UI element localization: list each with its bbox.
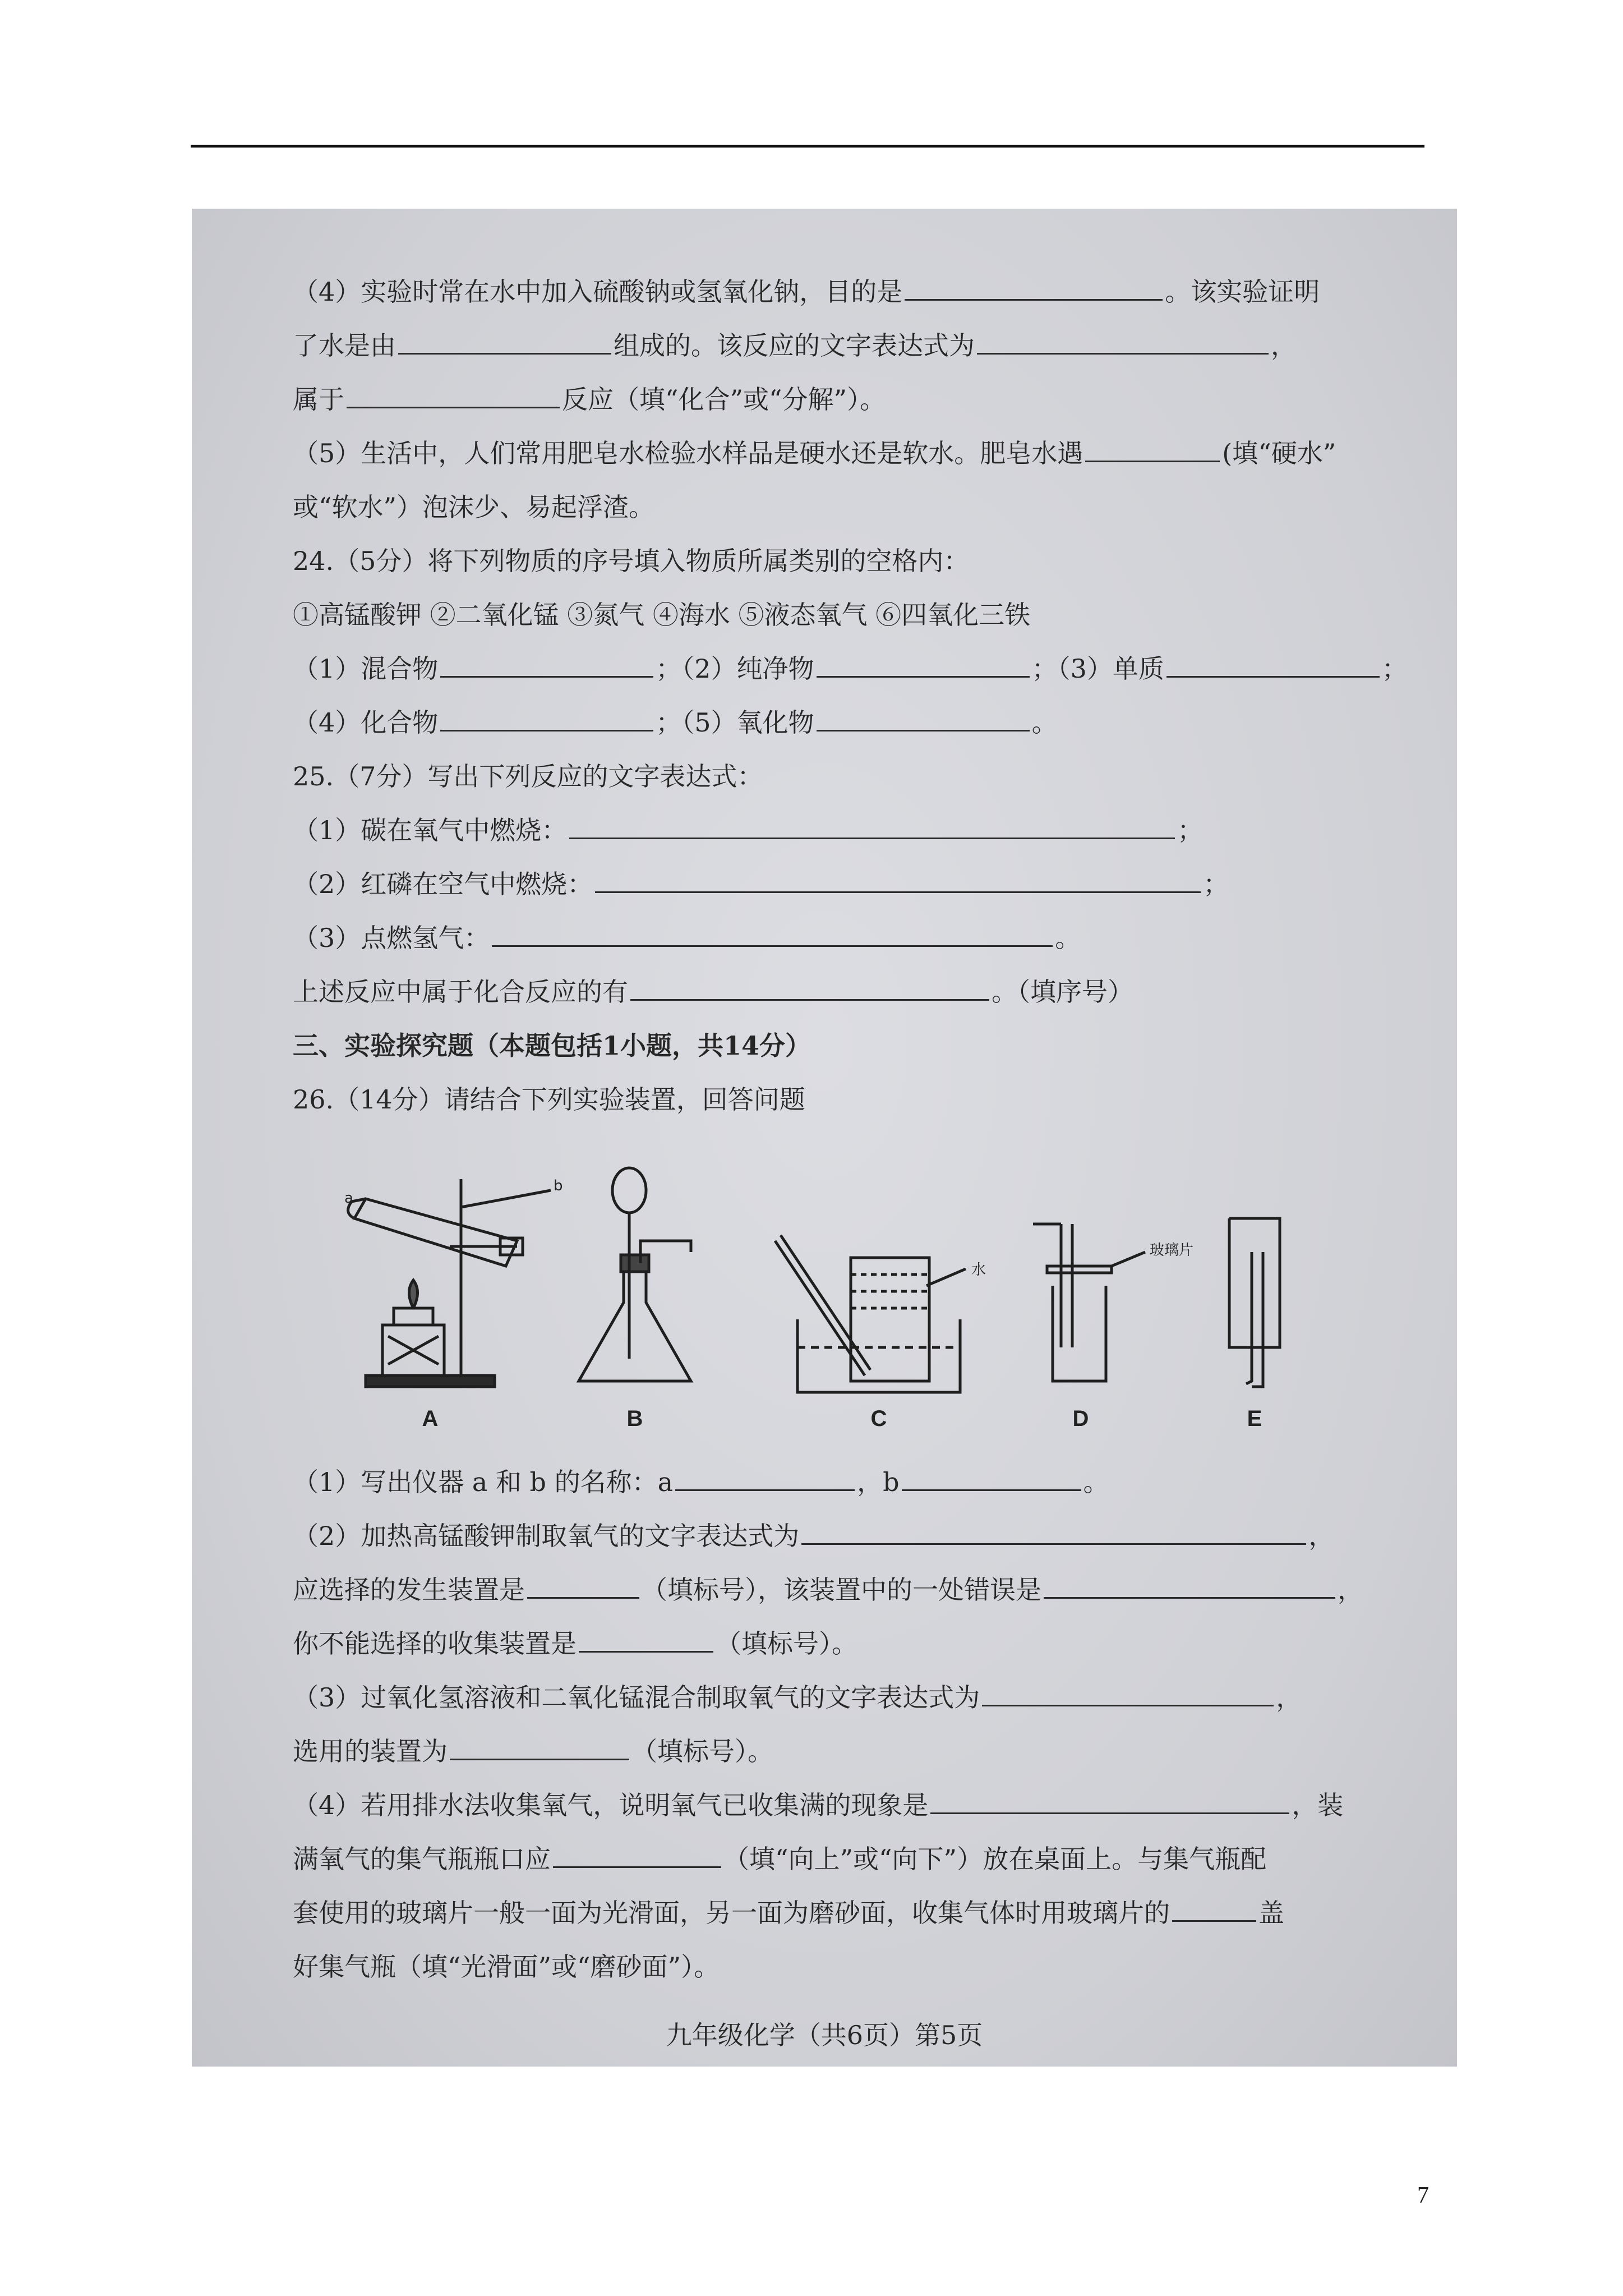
q26-part-3-line-2 — [293, 1734, 773, 1768]
answer-blank[interactable] — [1085, 438, 1220, 462]
q23-text: 或“软水”）泡沫少、易起浮渣。 — [293, 492, 655, 522]
q26-part-4-line-4 — [293, 1950, 720, 1984]
answer-blank[interactable] — [398, 330, 611, 355]
label-water: 水 — [971, 1262, 986, 1278]
answer-blank[interactable] — [982, 1682, 1274, 1706]
page-number: 7 — [1417, 2183, 1429, 2208]
apparatus-diagram — [332, 1157, 1341, 1443]
q24-text: ；（5）氧化物 — [656, 707, 814, 738]
q26-text: ， — [1308, 1521, 1335, 1551]
answer-blank[interactable] — [553, 1844, 721, 1868]
apparatus-label-c: C — [870, 1406, 887, 1431]
answer-blank[interactable] — [440, 654, 653, 678]
q23-line-2 — [293, 329, 1297, 362]
q24-title: 24.（5分）将下列物质的序号填入物质所属类别的空格内： — [293, 546, 970, 576]
q26-text: 盖 — [1258, 1898, 1284, 1928]
q25-title: 25.（7分）写出下列反应的文字表达式： — [293, 761, 763, 792]
q25-text: （1）碳在氧气中燃烧： — [293, 815, 568, 845]
q26-text: （1）写出仪器 a 和 b 的名称：a — [293, 1467, 674, 1497]
answer-blank[interactable] — [675, 1467, 855, 1491]
answer-blank[interactable] — [347, 384, 560, 408]
q26-part-2-line-1 — [293, 1519, 1334, 1553]
q25-text: 。（填序号） — [992, 977, 1133, 1007]
q23-text: 反应（填“化合”或“分解”）。 — [562, 384, 886, 415]
q24-line-1 — [293, 652, 1408, 685]
q26-part-2-line-2 — [293, 1573, 1363, 1607]
q26-text: ， — [1276, 1682, 1302, 1713]
q26-part-2-line-3 — [293, 1627, 857, 1660]
q26-text: ，装 — [1292, 1790, 1344, 1820]
answer-blank[interactable] — [1166, 654, 1380, 678]
q26-title: 26.（14分）请结合下列实验装置，回答问题 — [293, 1084, 805, 1115]
q23-text: 了水是由 — [293, 330, 396, 361]
q24-text: ； — [1381, 654, 1408, 684]
answer-blank[interactable] — [579, 1628, 713, 1653]
q26-text: 你不能选择的收集装置是 — [293, 1628, 577, 1659]
apparatus-label-a: A — [422, 1406, 439, 1431]
q25-line-1 — [293, 813, 1203, 847]
answer-blank[interactable] — [569, 815, 1175, 839]
q24-text: （1）混合物 — [293, 654, 439, 684]
q26-part-4-line-1 — [293, 1788, 1343, 1822]
q24-text: ；（2）纯净物 — [656, 654, 814, 684]
answer-blank[interactable] — [440, 707, 653, 731]
q26-text: （填“向上”或“向下”）放在桌面上。与集气瓶配 — [723, 1844, 1267, 1874]
answer-blank[interactable] — [902, 1467, 1081, 1491]
q24-text: （4）化合物 — [293, 707, 439, 738]
q23-text: （4）实验时常在水中加入硫酸钠或氢氧化钠，目的是 — [293, 277, 903, 307]
q26-part-3-line-1 — [293, 1681, 1302, 1714]
answer-blank[interactable] — [977, 330, 1269, 355]
q26-text: ， — [1338, 1575, 1363, 1605]
q26-text: （3）过氧化氢溶液和二氧化锰混合制取氧气的文字表达式为 — [293, 1682, 980, 1713]
q25-text: 。 — [1055, 923, 1081, 953]
q25-line-2 — [293, 867, 1229, 901]
answer-blank[interactable] — [630, 977, 989, 1001]
q26-text: （填标号）。 — [631, 1736, 773, 1766]
q26-part-1 — [293, 1465, 1109, 1499]
q26-text: 满氧气的集气瓶瓶口应 — [293, 1844, 551, 1874]
q25-text: ； — [1177, 815, 1204, 845]
q23-text: 组成的。该反应的文字表达式为 — [614, 330, 975, 361]
q26-text: ，b — [857, 1467, 900, 1497]
q23-text: 。该实验证明 — [1165, 277, 1320, 307]
apparatus-e — [1229, 1218, 1280, 1387]
q23-line-1 — [293, 275, 1320, 309]
q26-text: 选用的装置为 — [293, 1736, 448, 1766]
q25-line-3 — [293, 921, 1081, 955]
answer-blank[interactable] — [817, 707, 1030, 731]
apparatus-a — [348, 1179, 551, 1387]
q26-part-4-line-2 — [293, 1842, 1266, 1876]
q26-text: 。 — [1083, 1467, 1109, 1497]
answer-blank[interactable] — [801, 1521, 1306, 1545]
q26-text: 好集气瓶（填“光滑面”或“磨砂面”）。 — [293, 1952, 720, 1982]
apparatus-label-e: E — [1247, 1406, 1262, 1431]
q23-line-4 — [293, 436, 1336, 470]
exam-footer: 九年级化学（共6页）第5页 — [666, 2020, 983, 2050]
answer-blank[interactable] — [905, 277, 1163, 301]
q24-items: ①高锰酸钾 ②二氧化锰 ③氮气 ④海水 ⑤液态氧气 ⑥四氧化三铁 — [293, 600, 1031, 630]
answer-blank[interactable] — [1044, 1575, 1335, 1599]
apparatus-d — [1033, 1224, 1145, 1381]
q23-text: （5）生活中，人们常用肥皂水检验水样品是硬水还是软水。肥皂水遇 — [293, 438, 1083, 468]
answer-blank[interactable] — [1172, 1898, 1256, 1922]
q24-text: 。 — [1031, 707, 1058, 738]
q25-text: 上述反应中属于化合反应的有 — [293, 977, 628, 1007]
q26-part-4-line-3 — [293, 1896, 1284, 1930]
header-rule — [191, 145, 1424, 148]
q24-line-2 — [293, 706, 1058, 739]
apparatus-b — [579, 1168, 691, 1381]
q25-summary — [293, 975, 1133, 1009]
answer-blank[interactable] — [492, 923, 1053, 947]
q25-text: ； — [1203, 869, 1229, 899]
q25-text: （2）红磷在空气中燃烧： — [293, 869, 593, 899]
q26-text: 套使用的玻璃片一般一面为光滑面，另一面为磨砂面，收集气体时用玻璃片的 — [293, 1898, 1170, 1928]
label-b: b — [554, 1177, 563, 1194]
q23-line-5 — [293, 490, 654, 524]
section-3-heading: 三、实验探究题（本题包括1小题，共14分） — [293, 1030, 811, 1061]
q24-text: ；（3）单质 — [1031, 654, 1164, 684]
answer-blank[interactable] — [930, 1790, 1289, 1814]
answer-blank[interactable] — [527, 1575, 639, 1599]
q23-text: (填“硬水” — [1222, 438, 1336, 468]
apparatus-label-b: B — [626, 1406, 643, 1431]
label-glass-plate: 玻璃片 — [1150, 1242, 1194, 1259]
answer-blank[interactable] — [817, 654, 1030, 678]
label-a: a — [344, 1190, 353, 1207]
q23-text: ， — [1271, 330, 1297, 361]
answer-blank[interactable] — [450, 1736, 629, 1760]
q23-line-3 — [293, 383, 886, 416]
apparatus-c — [775, 1235, 966, 1392]
q26-text: （4）若用排水法收集氧气，说明氧气已收集满的现象是 — [293, 1790, 929, 1820]
exam-page-photo — [192, 209, 1457, 2067]
answer-blank[interactable] — [595, 869, 1201, 893]
q25-text: （3）点燃氢气： — [293, 923, 490, 953]
q26-text: （2）加热高锰酸钾制取氧气的文字表达式为 — [293, 1521, 800, 1551]
q26-text: 应选择的发生装置是 — [293, 1575, 525, 1605]
q23-text: 属于 — [293, 384, 344, 415]
q26-text: （填标号）。 — [716, 1628, 857, 1659]
q26-text: （填标号），该装置中的一处错误是 — [642, 1575, 1041, 1605]
apparatus-label-d: D — [1072, 1406, 1089, 1431]
